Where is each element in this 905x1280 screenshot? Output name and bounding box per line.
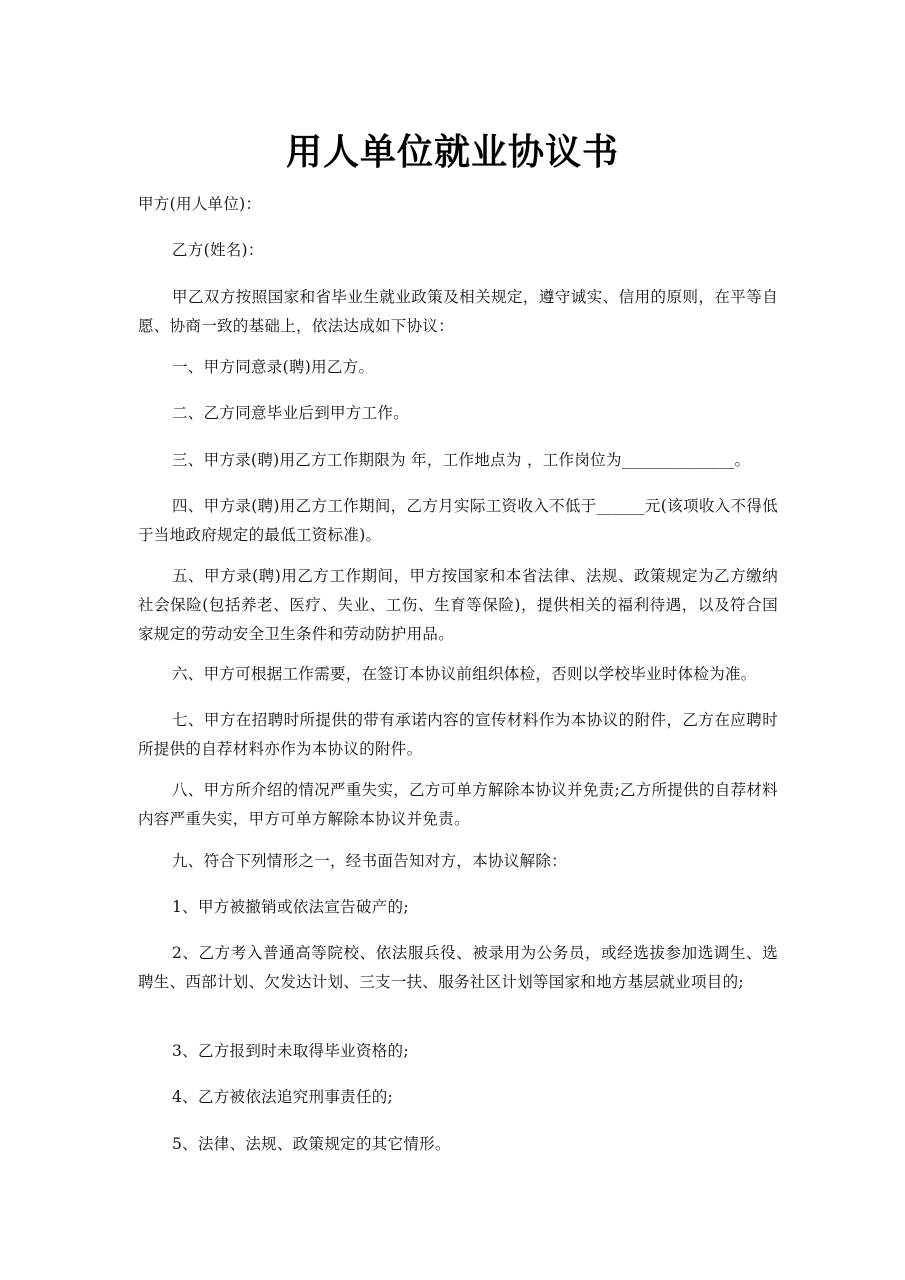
- clause-2: 二、乙方同意毕业后到甲方工作。: [172, 404, 410, 422]
- clause-9-item-3: 3、乙方报到时未取得毕业资格的;: [172, 1042, 409, 1060]
- clause-9-item-2: 2、乙方考入普通高等院校、依法服兵役、被录用为公务员，或经选拔参加选调生、选聘生、西部计划、欠发达计划、三支一扶、服务社区计划等国家和地方基层就业项目的;: [138, 944, 778, 991]
- clause-7: 七、甲方在招聘时所提供的带有承诺内容的宣传材料作为本协议的附件，乙方在应聘时所提供的自荐材料亦作为本协议的附件。: [138, 711, 778, 758]
- clause-9: 九、符合下列情形之一，经书面告知对方，本协议解除：: [172, 852, 568, 870]
- clause-1: 一、甲方同意录(聘)用乙方。: [172, 358, 375, 376]
- clause-4: 四、甲方录(聘)用乙方工作期间，乙方月实际工资收入不低于______元(该项收入不得低于当地政府规定的最低工资标准)。: [138, 497, 778, 544]
- preamble-paragraph: 甲乙双方按照国家和省毕业生就业政策及相关规定，遵守诚实、信用的原则，在平等自愿、协商一致的基础上，依法达成如下协议：: [138, 288, 778, 335]
- clause-6: 六、甲方可根据工作需要，在签订本协议前组织体检，否则以学校毕业时体检为准。: [172, 665, 757, 683]
- clause-5: 五、甲方录(聘)用乙方工作期间，甲方按国家和本省法律、法规、政策规定为乙方缴纳社会保险(包括养老、医疗、失业、工伤、生育等保险)，提供相关的福利待遇，以及符合国家规定的劳动安全卫生条件和劳动防护用品。: [138, 567, 778, 643]
- party-b-line: 乙方(姓名)：: [172, 241, 264, 259]
- clause-3: 三、甲方录(聘)用乙方工作期限为 年，工作地点为 ，工作岗位为______________。: [172, 451, 751, 469]
- clause-9-item-5: 5、法律、法规、政策规定的其它情形。: [172, 1135, 451, 1153]
- document-title: 用人单位就业协议书: [285, 132, 619, 173]
- party-a-line: 甲方(用人单位)：: [138, 195, 262, 213]
- clause-8: 八、甲方所介绍的情况严重失实，乙方可单方解除本协议并免责;乙方所提供的自荐材料内容严重失实，甲方可单方解除本协议并免责。: [138, 781, 778, 828]
- clause-9-item-4: 4、乙方被依法追究刑事责任的;: [172, 1088, 394, 1106]
- clause-9-item-1: 1、甲方被撤销或依法宣告破产的;: [172, 898, 409, 916]
